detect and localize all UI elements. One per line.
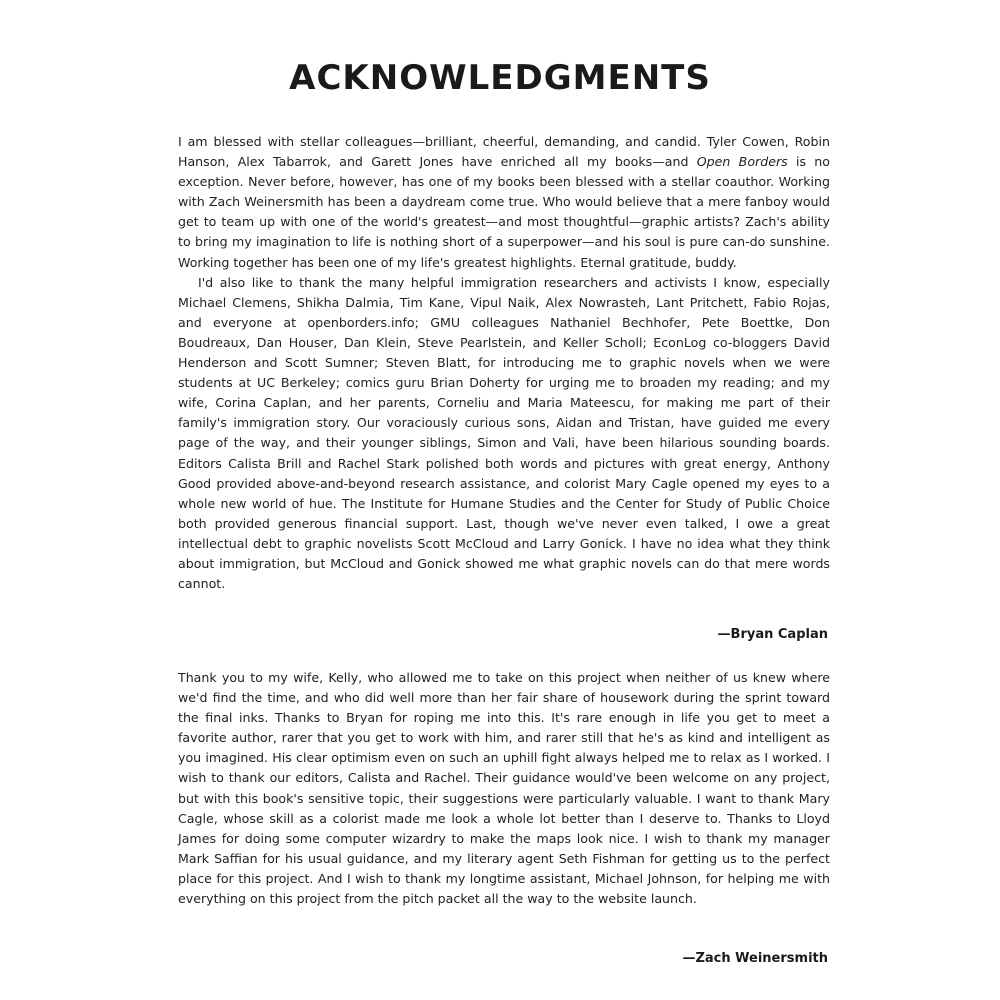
paragraph bbox=[178, 132, 830, 273]
signature-bryan-caplan: —Bryan Caplan bbox=[717, 627, 828, 642]
paragraph: I'd also like to thank the many helpful immigration researchers and activists I know, especially Michael Clemens, Shikha Dalmia, Tim Kane, Vipul Naik, Alex Nowrasteh, Lant Pritchett, Fabio Rojas, and everyone at openborders.info; GMU colleagues Nathaniel Bechhofer, Pete Boettke, Don Boudreaux, Dan Houser, Dan Klein, Steve Pearlstein, and Keller Scholl; EconLog co-bloggers David Henderson and Scott Sumner; Steven Blatt, for introducing me to graphic novels when we were students at UC Berkeley; comics guru Brian Doherty for urging me to broaden my reading; and my wife, Corina Caplan, and her parents, Corneliu and Maria Mateescu, for making me part of their family's immigration story. Our voraciously curious sons, Aidan and Tristan, have guided me every page of the way, and their younger siblings, Simon and Vali, have been hilarious sounding boards. Editors Calista Brill and Rachel Stark polished both words and pictures with great energy, Anthony Good provided above-and-beyond research assistance, and colorist Mary Cagle opened my eyes to a whole new world of hue. The Institute for Humane Studies and the Center for Study of Public Choice both provided generous financial support. Last, though we've never even talked, I owe a great intellectual debt to graphic novelists Scott McCloud and Larry Gonick. I have no idea what they think about immigration, but McCloud and Gonick showed me what graphic novels can do that mere words cannot. bbox=[178, 274, 830, 592]
paragraph-text: is no exception. Never before, however, has one of my books been blessed with a stellar coauthor. Working with Zach Weinersmith has been a daydream come true. Who would believe that a mere fanboy would get to team up with one of the world's greatest—and most thoughtful—graphic artists? Zach's ability to bring my imagination to life is nothing short of a superpower—and his soul is pure can-do sunshine. Working together has been one of my life's greatest highlights. Eternal gratitude, buddy. bbox=[178, 154, 830, 270]
page-title: ACKNOWLEDGMENTS bbox=[289, 58, 711, 98]
signature-zach-weinersmith: —Zach Weinersmith bbox=[682, 951, 828, 966]
paragraph: Thank you to my wife, Kelly, who allowed me to take on this project when neither of us knew where we'd find the time, and who did well more than her fair share of housework during the sprint toward the final inks. Thanks to Bryan for roping me into this. It's rare enough in life you get to meet a favorite author, rarer that you get to work with him, and rarer still that he's as kind and intelligent as you imagined. His clear optimism even on such an uphill fight always helped me to relax as I worked. I wish to thank our editors, Calista and Rachel. Their guidance would've been welcome on any project, but with this book's sensitive topic, their suggestions were particularly valuable. I want to thank Mary Cagle, whose skill as a colorist made me look a whole lot better than I deserve to. Thanks to Lloyd James for doing some computer wizardry to make the maps look nice. I wish to thank my manager Mark Saffian for his usual guidance, and my literary agent Seth Fishman for getting us to the perfect place for this project. And I wish to thank my longtime assistant, Michael Johnson, for helping me with everything on this project from the pitch packet all the way to the website launch. bbox=[178, 670, 830, 907]
paragraph-text: I am blessed with stellar colleagues—brilliant, cheerful, demanding, and candid. Tyler Cowen, Robin Hanson, Alex Tabarrok, and Garett Jones have enriched all my books—and bbox=[178, 134, 830, 170]
book-title-italic: Open Borders bbox=[696, 154, 788, 170]
caplan-acknowledgment bbox=[178, 132, 830, 594]
weinersmith-acknowledgment bbox=[178, 668, 830, 909]
